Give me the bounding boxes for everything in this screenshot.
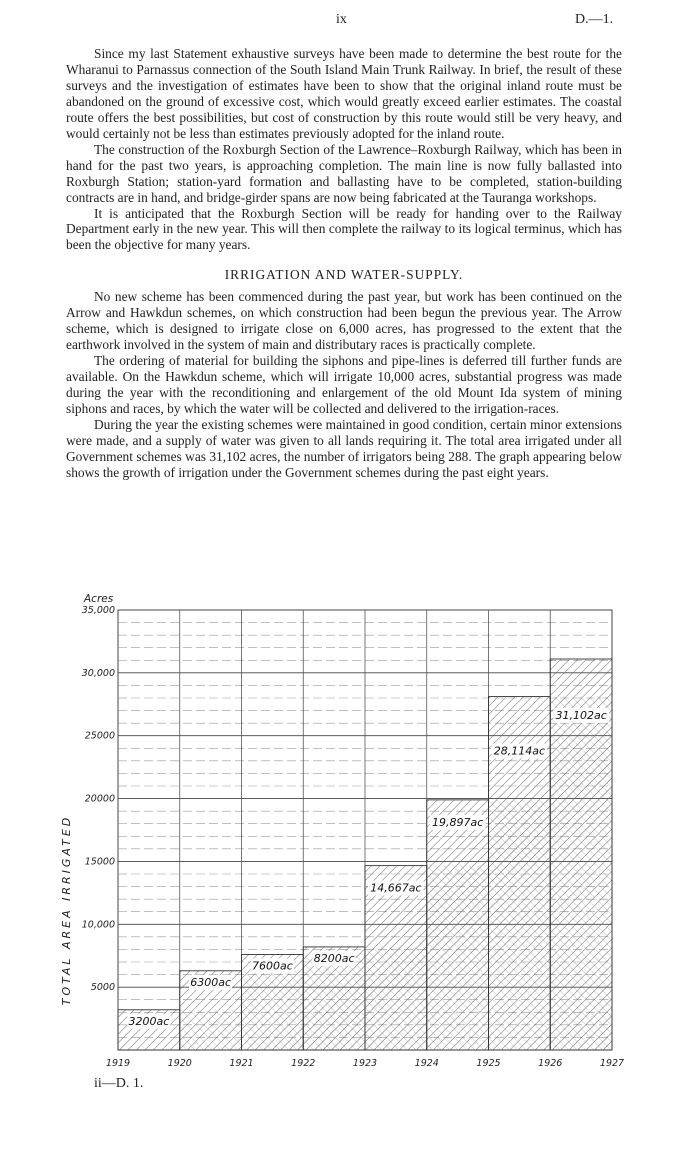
value-label: 7600ac [251, 959, 293, 973]
value-label: 19,897ac [431, 815, 484, 829]
paragraph: The construction of the Roxburgh Section of the Lawrence–Roxburgh Railway, which has been in hand for the past two years, is approaching completion. The main line is now fully ballasted into Roxburgh Station; station-yard formation and ballasting have to be completed, station-building contracts are in hand, and bridge-girder spans are now being fabricated at the Tauranga workshops. [66, 141, 622, 205]
x-tick-label: 1924 [414, 1058, 439, 1069]
x-tick-label: 1920 [167, 1058, 192, 1069]
x-tick-label: 1925 [476, 1058, 501, 1069]
section-heading: IRRIGATION AND WATER-SUPPLY. [224, 267, 464, 283]
paragraph: During the year the existing schemes were maintained in good condition, certain minor extensions were made, and a supply of water was given to all lands requiring it. The total area irrigated under all Government schemes was 31,102 acres, the number of irrigators being 288. The graph appearing below shows the growth of irrigation under the Government schemes during the past eight years. [66, 416, 622, 480]
page-number: ix [336, 12, 347, 27]
bar-carryover [303, 951, 365, 1050]
bar-carryover [180, 1010, 242, 1050]
value-label: 3200ac [128, 1014, 170, 1028]
x-tick-label: 1922 [291, 1058, 316, 1069]
x-tick-label: 1923 [352, 1058, 378, 1069]
y-axis-unit-label: Acres [84, 593, 114, 605]
value-label: 6300ac [190, 975, 232, 989]
irrigation-chart [0, 592, 700, 1077]
y-tick-label: 15000 [84, 856, 115, 868]
document-reference: D.—1. [575, 12, 614, 27]
y-tick-label: 20000 [84, 793, 115, 805]
y-tick-label: 10,000 [81, 919, 115, 931]
bar-carryover [242, 971, 304, 1050]
y-tick-label: 5000 [90, 982, 115, 994]
bar-carryover [489, 800, 551, 1050]
bar-carryover [427, 866, 489, 1050]
value-label: 8200ac [313, 951, 355, 965]
paragraph: It is anticipated that the Roxburgh Section will be ready for handing over to the Railway Department early in the new year. This will then complete the railway to its logical terminus, which has been the objective for many years. [66, 205, 622, 253]
body-text [66, 46, 622, 481]
y-tick-label: 35,000 [81, 605, 115, 616]
value-label: 14,667ac [370, 881, 422, 895]
x-tick-label: 1926 [538, 1058, 563, 1069]
paragraph: No new scheme has been commenced during the past year, but work has been continued on the Arrow and Hawkdun schemes, on which construction had been begun the previous year. The Arrow scheme, which is designed to irrigate close on 6,000 acres, has progressed to the extent that the earthwork involved in the system of main and distributary races is practically complete. [66, 289, 622, 353]
value-label: 31,102ac [555, 709, 607, 723]
bar-carryover [365, 947, 427, 1050]
y-tick-label: 30,000 [81, 667, 115, 679]
y-tick-label: 25000 [84, 730, 115, 742]
paragraph: The ordering of material for building the siphons and pipe-lines is deferred till further funds are available. On the Hawkdun scheme, which will irrigate 10,000 acres, substantial progress was made during the year with the reconditioning and enlargement of the old Mount Ida system of mining siphons and races, by which the water will be collected and delivered to the irrigation-races. [66, 353, 622, 417]
x-tick-label: 1919 [105, 1058, 131, 1069]
y-axis-title: TOTAL AREA IRRIGATED [60, 814, 73, 1006]
paragraph: Since my last Statement exhaustive surveys have been made to determine the best route for the Wharanui to Parnassus connection of the South Island Main Trunk Railway. In brief, the result of these surveys and the investigation of estimates have been to show that the original inland route must be abandoned on the ground of excessive cost, which would greatly exceed earlier estimates. The coastal route offers the best possibilities, but cost of construction by this route would still be very heavy, and would certainly not be less than estimates previously adopted for the inland route. [66, 46, 622, 141]
x-tick-label: 1921 [229, 1058, 254, 1069]
value-label: 28,114ac [493, 744, 546, 758]
footer-reference: ii—D. 1. [94, 1076, 144, 1091]
x-tick-label: 1927 [599, 1058, 625, 1069]
bar-carryover [550, 697, 612, 1050]
